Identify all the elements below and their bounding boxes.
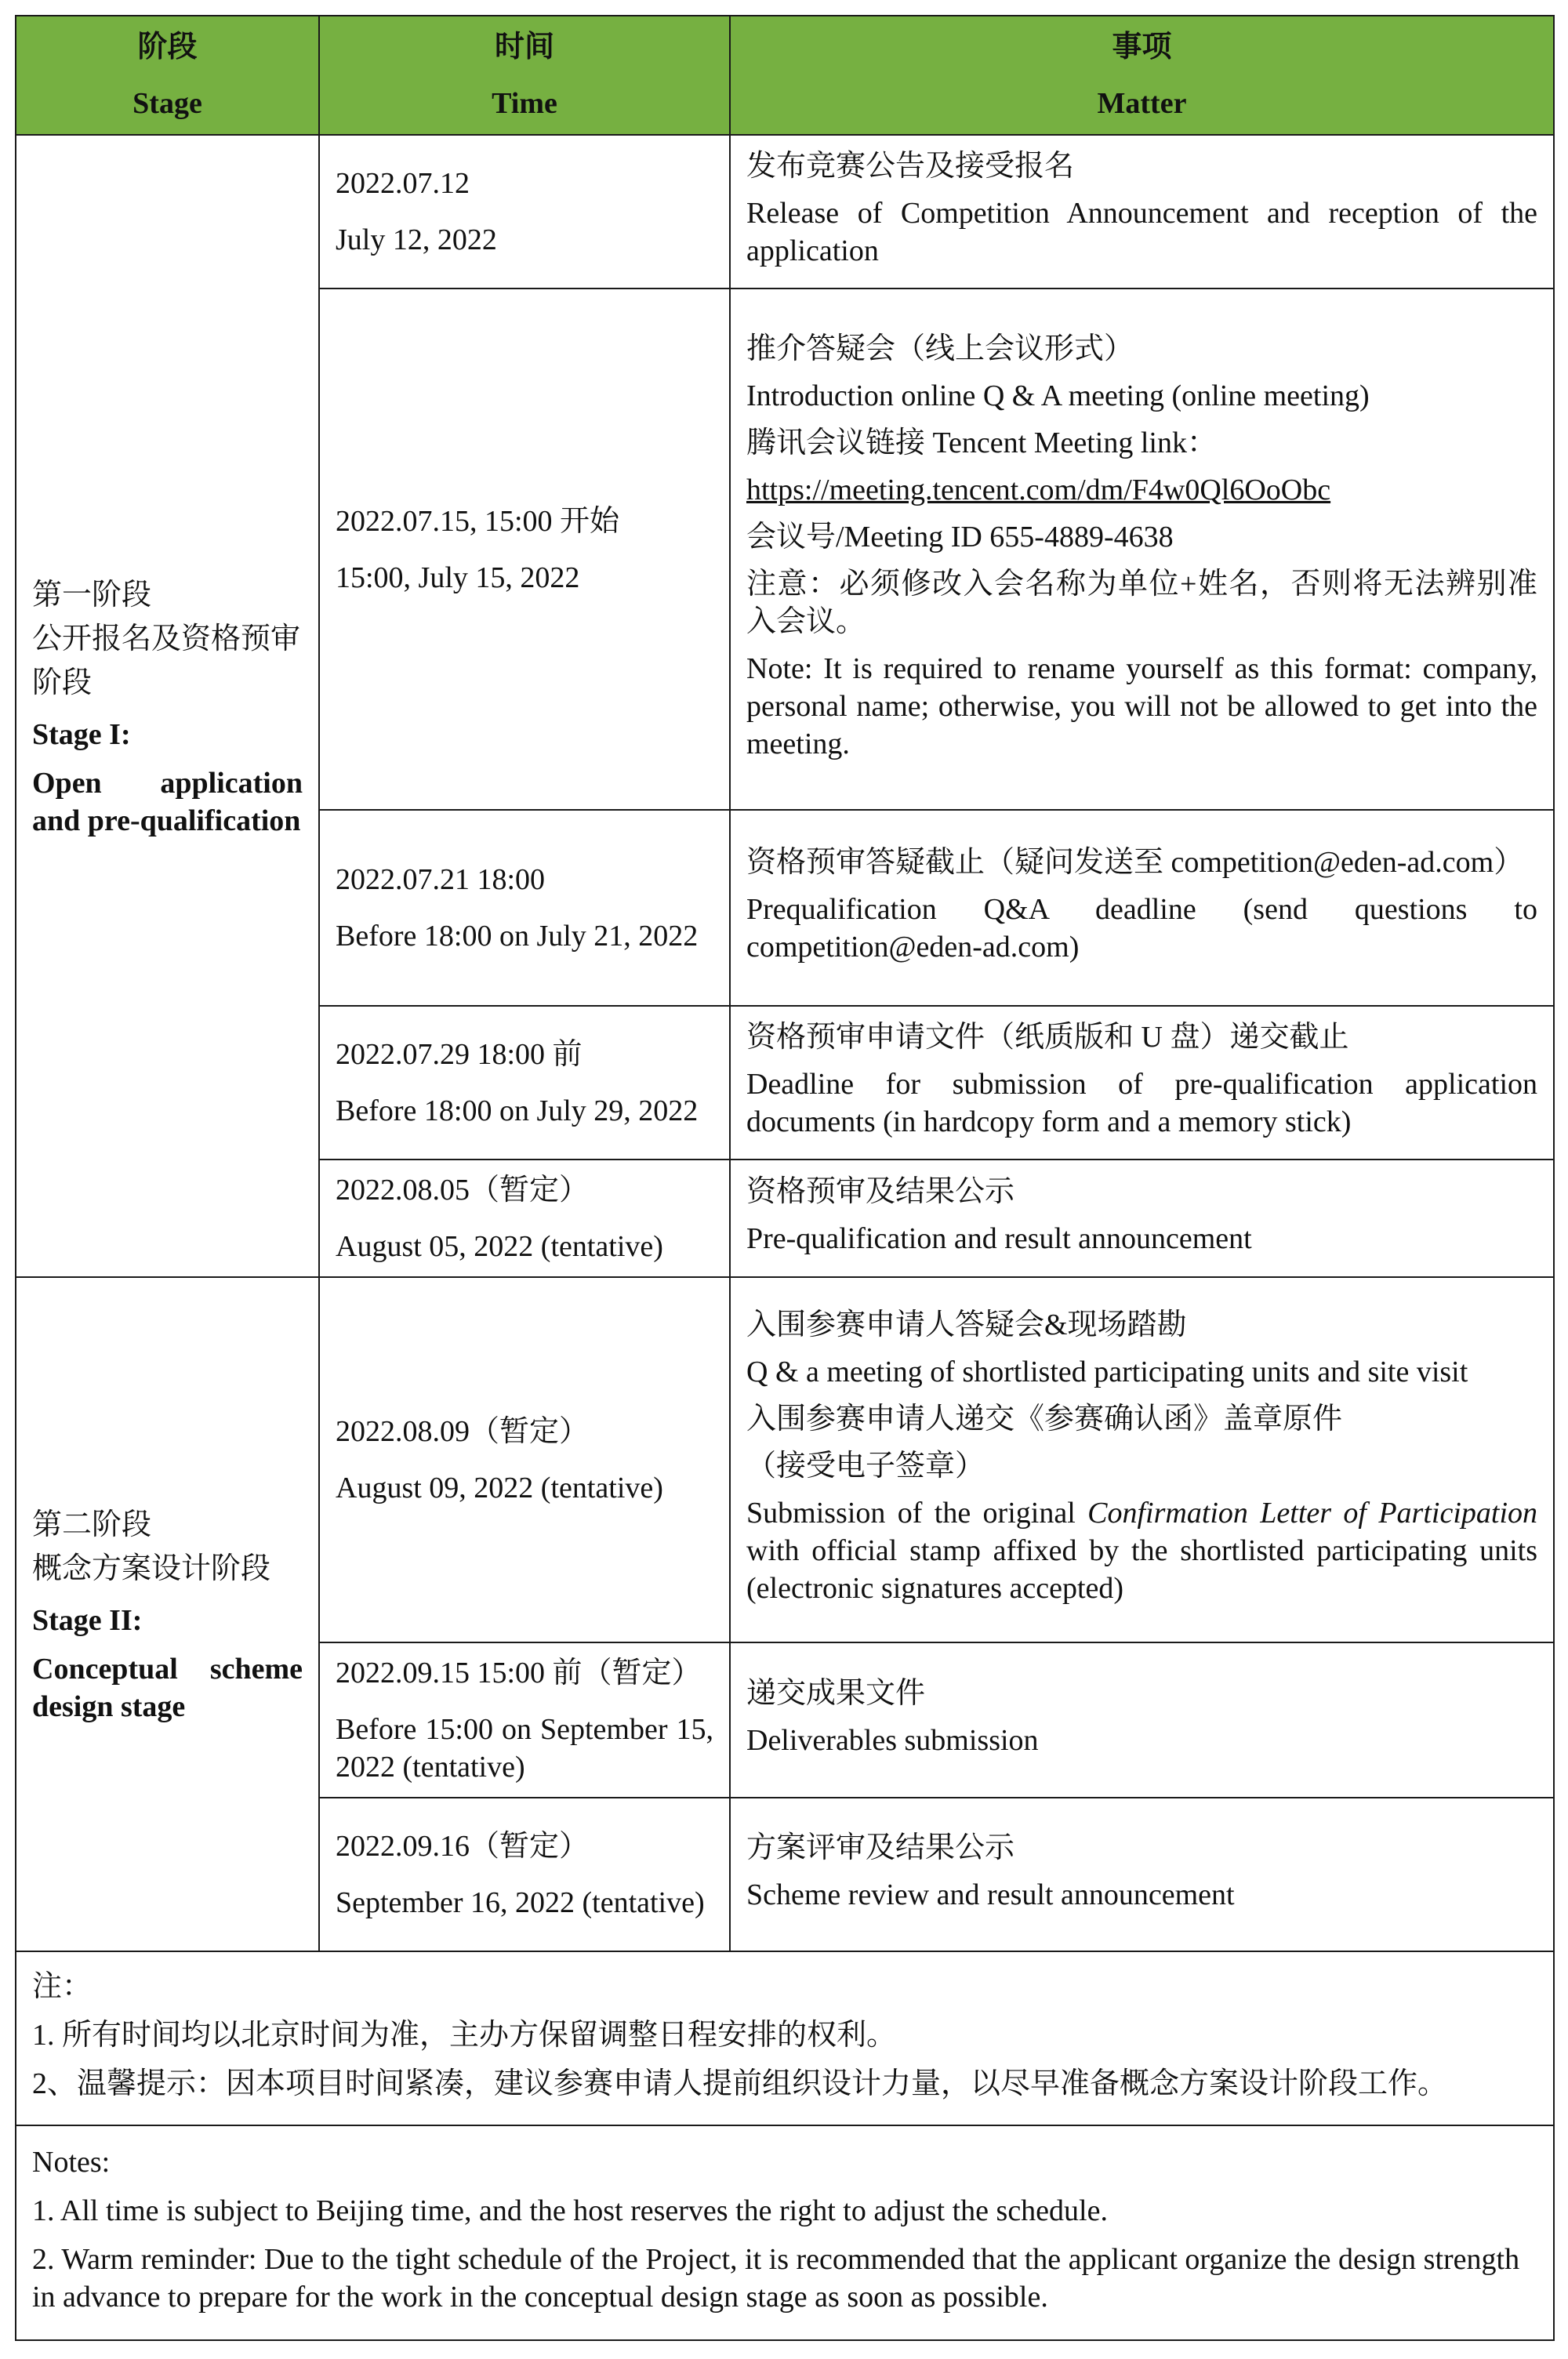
confirmation-letter-text: Submission of the original Confirmation Letter of Participation with official stamp affixed by the shortlisted participating units (electronic signatures accepted): [746, 1497, 1538, 1605]
notes-zh-item2: 2、温馨提示：因本项目时间紧凑，建议参赛申请人提前组织设计力量，以尽早准备概念方案设计阶段工作。: [32, 2067, 1448, 2100]
notes-en-cell: [16, 2125, 1554, 2340]
stage1-en-title: Open application and pre-qualification: [32, 766, 303, 837]
matter-cell: 资格预审及结果公示 Pre-qualification and result announcement: [730, 1160, 1554, 1277]
stage1-en-label: Stage I:: [32, 717, 131, 751]
time-cell: 2022.09.16（暂定） September 16, 2022 (tentative): [319, 1798, 730, 1951]
time-cell: 2022.07.21 18:00 Before 18:00 on July 21, 2022: [319, 810, 730, 1006]
header-time: 时间 Time: [319, 16, 730, 135]
stage1-cell: [16, 135, 319, 1277]
tencent-meeting-link[interactable]: https://meeting.tencent.com/dm/F4w0Ql6OoObc: [746, 473, 1331, 506]
matter-cell: 递交成果文件 Deliverables submission: [730, 1642, 1554, 1798]
stage2-zh-line1: 第二阶段: [32, 1508, 152, 1541]
stage2-en-title: Conceptual scheme design stage: [32, 1653, 303, 1723]
notes-en-title: Notes:: [32, 2146, 111, 2179]
notes-zh-item1: 1. 所有时间均以北京时间为准，主办方保留调整日程安排的权利。: [32, 2019, 897, 2052]
notes-zh-title: 注：: [32, 1970, 93, 2003]
table-row: [16, 1277, 1554, 1642]
time-cell: 2022.07.29 18:00 前 Before 18:00 on July 29, 2022: [319, 1006, 730, 1160]
header-matter: 事项 Matter: [730, 16, 1554, 135]
notes-en-item1: 1. All time is subject to Beijing time, and the host reserves the right to adjust the schedule.: [32, 2194, 1108, 2227]
notes-zh-cell: [16, 1951, 1554, 2125]
notes-en-item2: 2. Warm reminder: Due to the tight schedule of the Project, it is recommended that the applicant organize the design strength in advance to prepare for the work in the conceptual design stage as soon as possible.: [32, 2243, 1520, 2314]
stage1-zh-line2: 公开报名及资格预审阶段: [32, 622, 301, 699]
stage2-cell: [16, 1277, 319, 1951]
matter-cell: 入围参赛申请人答疑会&现场踏勘 Q & a meeting of shortlisted participating units and site visit 入围参赛申请人递交《参赛确认函》盖章原件 （接受电子签章） Submission of the original Confirmation Letter of Participation with official stamp affixed by the shortlisted participating units (electronic signatures accepted): [730, 1277, 1554, 1642]
matter-cell: 推介答疑会（线上会议形式） Introduction online Q & A meeting (online meeting) 腾讯会议链接 Tencent Meeting link： https://meeting.tencent.com/dm/F4w0Ql6OoObc 会议号/Meeting ID 655-4889-4638 注意：必须修改入会名称为单位+姓名，否则将无法辨别准入会议。 Note: It is required to rename yourself as this format: company, personal name; otherwise, you will not be allowed to get into the meeting.: [730, 289, 1554, 810]
time-cell: 2022.08.05（暂定） August 05, 2022 (tentative): [319, 1160, 730, 1277]
matter-cell: 方案评审及结果公示 Scheme review and result announcement: [730, 1798, 1554, 1951]
stage2-en-label: Stage II:: [32, 1604, 143, 1637]
time-cell: 2022.07.15, 15:00 开始 15:00, July 15, 2022: [319, 289, 730, 810]
table-row: [16, 135, 1554, 289]
stage2-zh-line2: 概念方案设计阶段: [32, 1552, 271, 1585]
notes-en-row: [16, 2125, 1554, 2340]
stage1-zh-line1: 第一阶段: [32, 578, 152, 612]
notes-zh-row: [16, 1951, 1554, 2125]
time-cell: 2022.09.15 15:00 前（暂定） Before 15:00 on September 15, 2022 (tentative): [319, 1642, 730, 1798]
time-cell: 2022.08.09（暂定） August 09, 2022 (tentative): [319, 1277, 730, 1642]
table-header-row: [16, 16, 1554, 135]
matter-cell: 发布竞赛公告及接受报名 Release of Competition Announcement and reception of the application: [730, 135, 1554, 289]
time-cell: 2022.07.12 July 12, 2022: [319, 135, 730, 289]
matter-cell: 资格预审申请文件（纸质版和 U 盘）递交截止 Deadline for submission of pre-qualification application documents (in hardcopy form and a memory stick): [730, 1006, 1554, 1160]
schedule-table: [15, 15, 1555, 2341]
matter-cell: 资格预审答疑截止（疑问发送至 competition@eden-ad.com） Prequalification Q&A deadline (send questions to competition@eden-ad.com): [730, 810, 1554, 1006]
header-stage: 阶段 Stage: [16, 16, 319, 135]
